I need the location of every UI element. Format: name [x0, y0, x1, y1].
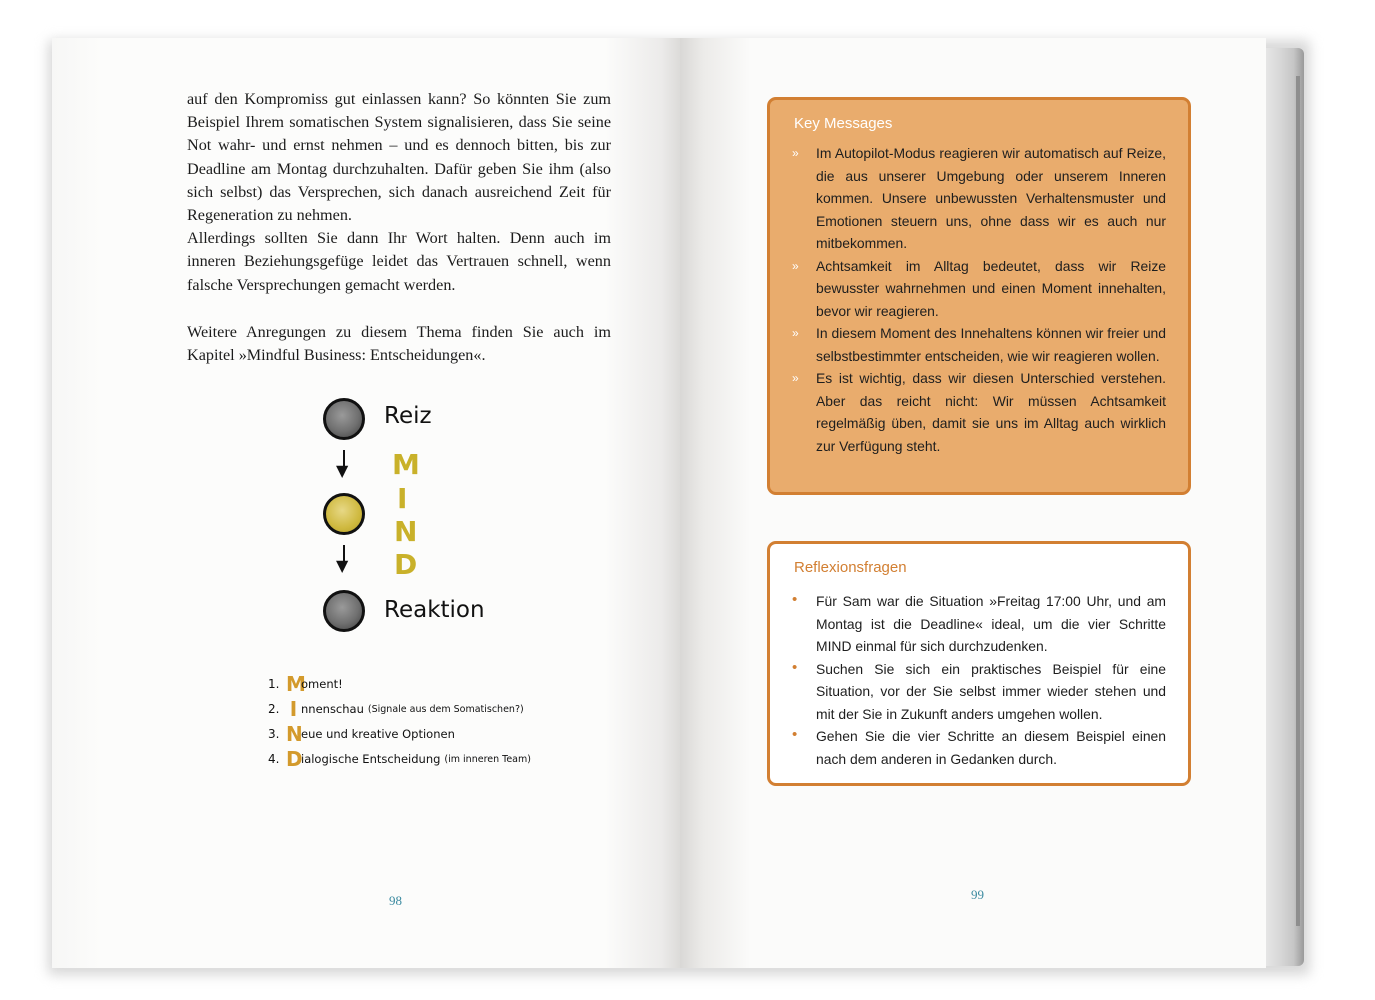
mind-step — [268, 722, 455, 746]
page-edge-stack — [1262, 48, 1304, 966]
page-number-left: 98 — [389, 893, 402, 908]
bullet-dot-icon: • — [792, 726, 798, 743]
list-item-text: Im Autopilot-Modus reagieren wir automatisch auf Reize, die aus unserer Umgebung oder unserem Inneren kommen. Unsere unbewussten Verhaltensmuster und Emotionen steuern uns, ohne dass wir es auch nur mitbekommen. — [816, 145, 1166, 251]
left-page-body-text — [187, 88, 611, 367]
guillemet-bullet-icon: » — [792, 371, 799, 385]
list-item — [790, 658, 1166, 726]
paragraph: Allerdings sollten Sie dann Ihr Wort halten. Denn auch im inneren Beziehungsgefüge leidet das Vertrauen schnell, wenn falsche Versprechungen gemacht werden. — [187, 229, 611, 294]
list-item — [790, 142, 1166, 255]
mind-step — [268, 672, 343, 696]
step-text: oment! — [301, 677, 343, 691]
list-item — [790, 367, 1166, 457]
list-item-text: In diesem Moment des Innehaltens können wir freier und selbstbestimmter entscheiden, wie wir reagieren wollen. — [816, 325, 1166, 364]
list-item — [790, 322, 1166, 367]
mind-letter: N — [394, 515, 419, 548]
list-item-text: Es ist wichtig, dass wir diesen Unterschied verstehen. Aber das reicht nicht: Wir müssen Achtsamkeit regelmäßig üben, damit sie uns im Alltag auch wirklich zur Verfügung steht. — [816, 370, 1166, 454]
list-item — [790, 590, 1166, 658]
guillemet-bullet-icon: » — [792, 146, 799, 160]
list-item-text: Achtsamkeit im Alltag bedeutet, dass wir Reize bewusster wahrnehmen und einen Moment innehalten, bevor wir reagieren. — [816, 257, 1166, 319]
reaktion-label: Reaktion — [384, 597, 485, 623]
list-item-text: Gehen Sie die vier Schritte an diesem Beispiel einen nach dem anderen in Gedanken durch. — [816, 728, 1166, 767]
step-number: 1. — [268, 677, 280, 691]
mind-letter: I — [397, 482, 409, 515]
mind-letter: D — [394, 548, 419, 581]
step-initial: N — [286, 722, 303, 746]
reflexionsfragen-title: Reflexionsfragen — [794, 559, 907, 576]
bullet-dot-icon: • — [792, 591, 798, 608]
bullet-dot-icon: • — [792, 658, 798, 676]
reaction-circle — [323, 590, 365, 632]
mind-circle — [323, 493, 365, 535]
mind-step — [268, 697, 524, 721]
list-item-text: Für Sam war die Situation »Freitag 17:00 Uhr, und am Montag ist die Deadline« ideal, um die vier Schritte MIND einmal für sich durchzudenken. — [816, 593, 1166, 654]
paragraph: Weitere Anregungen zu diesem Thema finden Sie auch im Kapitel »Mindful Business: Entscheidungen«. — [187, 322, 611, 365]
arrow-down-icon: ▼ — [336, 556, 349, 575]
step-initial: D — [286, 747, 303, 771]
mind-diagram — [300, 390, 540, 640]
step-number: 3. — [268, 727, 280, 741]
mind-letter: M — [392, 448, 421, 481]
key-messages-list — [790, 142, 1166, 457]
reflexionsfragen-box — [767, 541, 1191, 786]
mind-step — [268, 747, 531, 771]
guillemet-bullet-icon: » — [792, 258, 799, 273]
paragraph: auf den Kompromiss gut einlassen kann? So könnten Sie zum Beispiel Ihrem somatischen System signalisieren, dass Sie seine Not wahr- und ernst nehmen – und es dennoch bitten, bis zur Deadline am Montag durchzuhalten. Dafür geben Sie ihm (also sich selbst) das Versprechen, sich danach ausreichend Zeit für Regeneration zu nehmen. — [187, 90, 611, 225]
step-text: nnenschau — [301, 702, 364, 716]
key-messages-box — [767, 97, 1191, 495]
guillemet-bullet-icon: » — [792, 326, 799, 340]
list-item — [790, 725, 1166, 770]
arrow-down-icon: ▼ — [336, 461, 349, 480]
step-text: eue und kreative Optionen — [301, 727, 455, 741]
reiz-label: Reiz — [384, 403, 432, 429]
page-number-right: 99 — [971, 887, 984, 902]
step-note: (im inneren Team) — [444, 753, 531, 765]
step-initial: M — [286, 672, 306, 696]
step-note: (Signale aus dem Somatischen?) — [367, 703, 524, 715]
key-messages-title: Key Messages — [794, 115, 893, 132]
reflexionsfragen-list — [790, 590, 1166, 770]
stimulus-circle — [323, 398, 365, 440]
list-item-text: Suchen Sie sich ein praktisches Beispiel für eine Situation, vor der Sie selbst immer wieder stehen und mit der Sie in Zukunft anders umgehen wollen. — [816, 660, 1166, 722]
step-number: 2. — [268, 702, 280, 716]
list-item — [790, 255, 1166, 323]
step-initial: I — [289, 697, 298, 721]
step-number: 4. — [268, 752, 280, 766]
step-text: ialogische Entscheidung — [301, 752, 441, 766]
